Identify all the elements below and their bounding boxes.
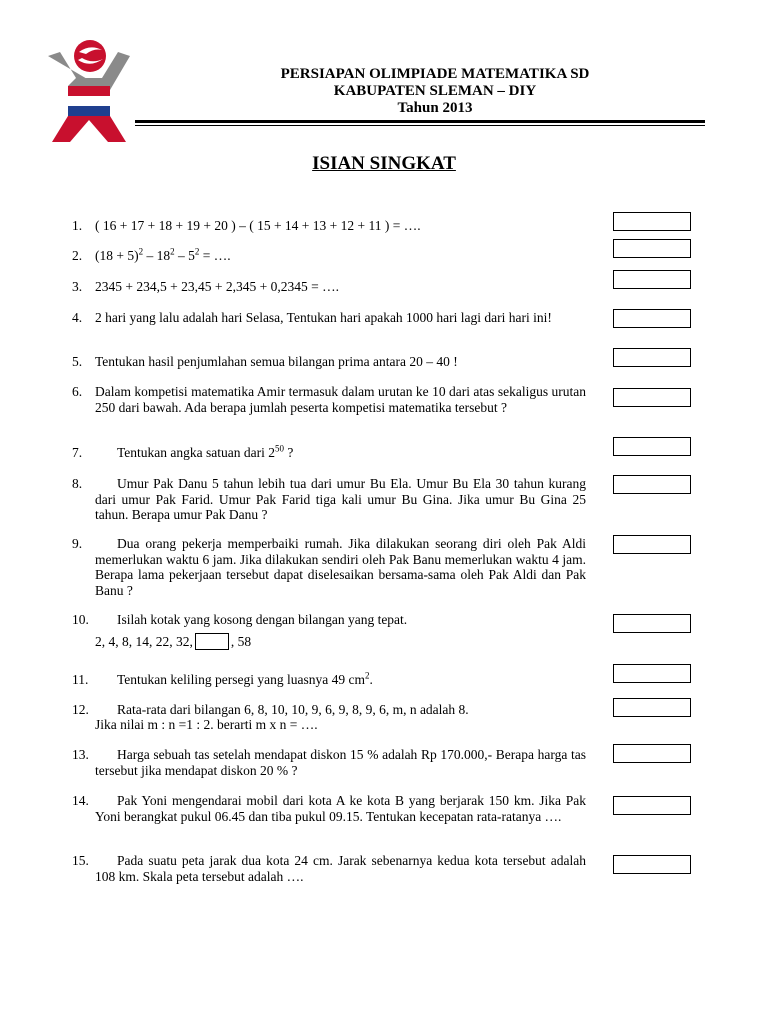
answer-box[interactable] <box>613 388 691 407</box>
answer-box[interactable] <box>613 212 691 231</box>
answer-box[interactable] <box>613 698 691 717</box>
question-number: 4. <box>72 310 83 325</box>
question-number: 14. <box>72 793 89 808</box>
question-number: 3. <box>72 279 83 294</box>
question-text: 2345 + 234,5 + 23,45 + 2,345 + 0,2345 = …. <box>95 279 339 294</box>
question-number: 9. <box>72 536 83 551</box>
question-text: Isilah kotak yang kosong dengan bilangan yang tepat. <box>117 612 408 627</box>
question-number: 2. <box>72 248 83 263</box>
answer-box[interactable] <box>613 348 691 367</box>
answer-box[interactable] <box>613 239 691 258</box>
answer-box[interactable] <box>613 270 691 289</box>
header-line-2: KABUPATEN SLEMAN – DIY <box>333 83 537 99</box>
question-text: Pada suatu peta jarak dua kota 24 cm. Jarak sebenarnya kedua kota tersebut adalah 108 km. Skala peta tersebut adalah …. <box>95 853 586 884</box>
answer-box[interactable] <box>613 437 691 456</box>
question-number: 10. <box>72 612 89 627</box>
answer-box[interactable] <box>613 475 691 494</box>
answer-box[interactable] <box>613 664 691 683</box>
question-number: 12. <box>72 702 89 717</box>
question-text: Tentukan keliling persegi yang luasnya 49 $cm^2$. <box>117 670 373 687</box>
header-line-1: PERSIAPAN OLIMPIADE MATEMATIKA SD <box>280 66 590 82</box>
answer-box[interactable] <box>613 855 691 874</box>
blank-box[interactable] <box>195 633 229 650</box>
question-number: 5. <box>72 354 83 369</box>
header-rule <box>135 120 705 123</box>
question-text-line-2: Jika nilai m : n =1 : 2. berarti m x n = …. <box>95 717 318 732</box>
answer-box[interactable] <box>613 796 691 815</box>
question-number: 1. <box>72 218 83 233</box>
question-number: 11. <box>72 672 89 687</box>
header-line-3: Tahun 2013 <box>397 100 473 116</box>
answer-box[interactable] <box>613 535 691 554</box>
question-text: Dalam kompetisi matematika Amir termasuk dalam urutan ke 10 dari atas sekaligus urutan 250 dari bawah. Ada berapa jumlah peserta kompetisi matematika tersebut ? <box>95 384 586 415</box>
question-number: 6. <box>72 384 83 399</box>
question-text: Pak Yoni mengendarai mobil dari kota A ke kota B yang berjarak 150 km. Jika Pak Yoni berangkat pukul 06.45 dan tiba pukul 09.15. Tentukan kecepatan rata-ratanya …. <box>95 793 586 824</box>
question-text: Tentukan angka satuan dari $2^{50}$ ? <box>117 443 294 460</box>
question-number: 13. <box>72 747 89 762</box>
question-text: Dua orang pekerja memperbaiki rumah. Jika dilakukan seorang diri oleh Pak Aldi memerlukan waktu 6 jam. Jika dilakukan sendiri oleh Pak Banu memerlukan waktu 4 jam. Berapa lama pekerjaan tersebut dapat diselesaikan bersama-sama oleh Pak Aldi dan Pak Banu ? <box>95 536 586 598</box>
question-text: Rata-rata dari bilangan 6, 8, 10, 10, 9, 6, 9, 8, 9, 6, m, n adalah 8. <box>117 702 469 717</box>
question-text: 2 hari yang lalu adalah hari Selasa, Tentukan hari apakah 1000 hari lagi dari hari ini! <box>95 310 552 325</box>
number-sequence: 2, 4, 8, 14, 22, 32, , 58 <box>95 634 252 649</box>
question-text: $(18 + 5)^2 - 18^2 - 5^2$ = …. <box>95 246 231 263</box>
question-text: Harga sebuah tas setelah mendapat diskon 15 % adalah Rp 170.000,- Berapa harga tas tersebut jika mendapat diskon 20 % ? <box>95 747 586 778</box>
question-number: 15. <box>72 853 89 868</box>
question-text: ( 16 + 17 + 18 + 19 + 20 ) – ( 15 + 14 + 13 + 12 + 11 ) = …. <box>95 218 421 233</box>
answer-box[interactable] <box>613 309 691 328</box>
answer-box[interactable] <box>613 614 691 633</box>
question-number: 7. <box>72 445 83 460</box>
question-number: 8. <box>72 476 83 491</box>
logo-icon <box>46 34 132 144</box>
answer-box[interactable] <box>613 744 691 763</box>
page-title: ISIAN SINGKAT <box>312 153 456 174</box>
question-text: Umur Pak Danu 5 tahun lebih tua dari umur Bu Ela. Umur Bu Ela 30 tahun kurang dari umur Pak Farid. Umur Pak Farid tiga kali umur Bu Gina. Jika umur Bu Gina 25 tahun. Berapa umur Pak Danu ? <box>95 476 586 522</box>
question-text: Tentukan hasil penjumlahan semua bilangan prima antara 20 – 40 ! <box>95 354 458 369</box>
header-rule-thin <box>135 125 705 126</box>
